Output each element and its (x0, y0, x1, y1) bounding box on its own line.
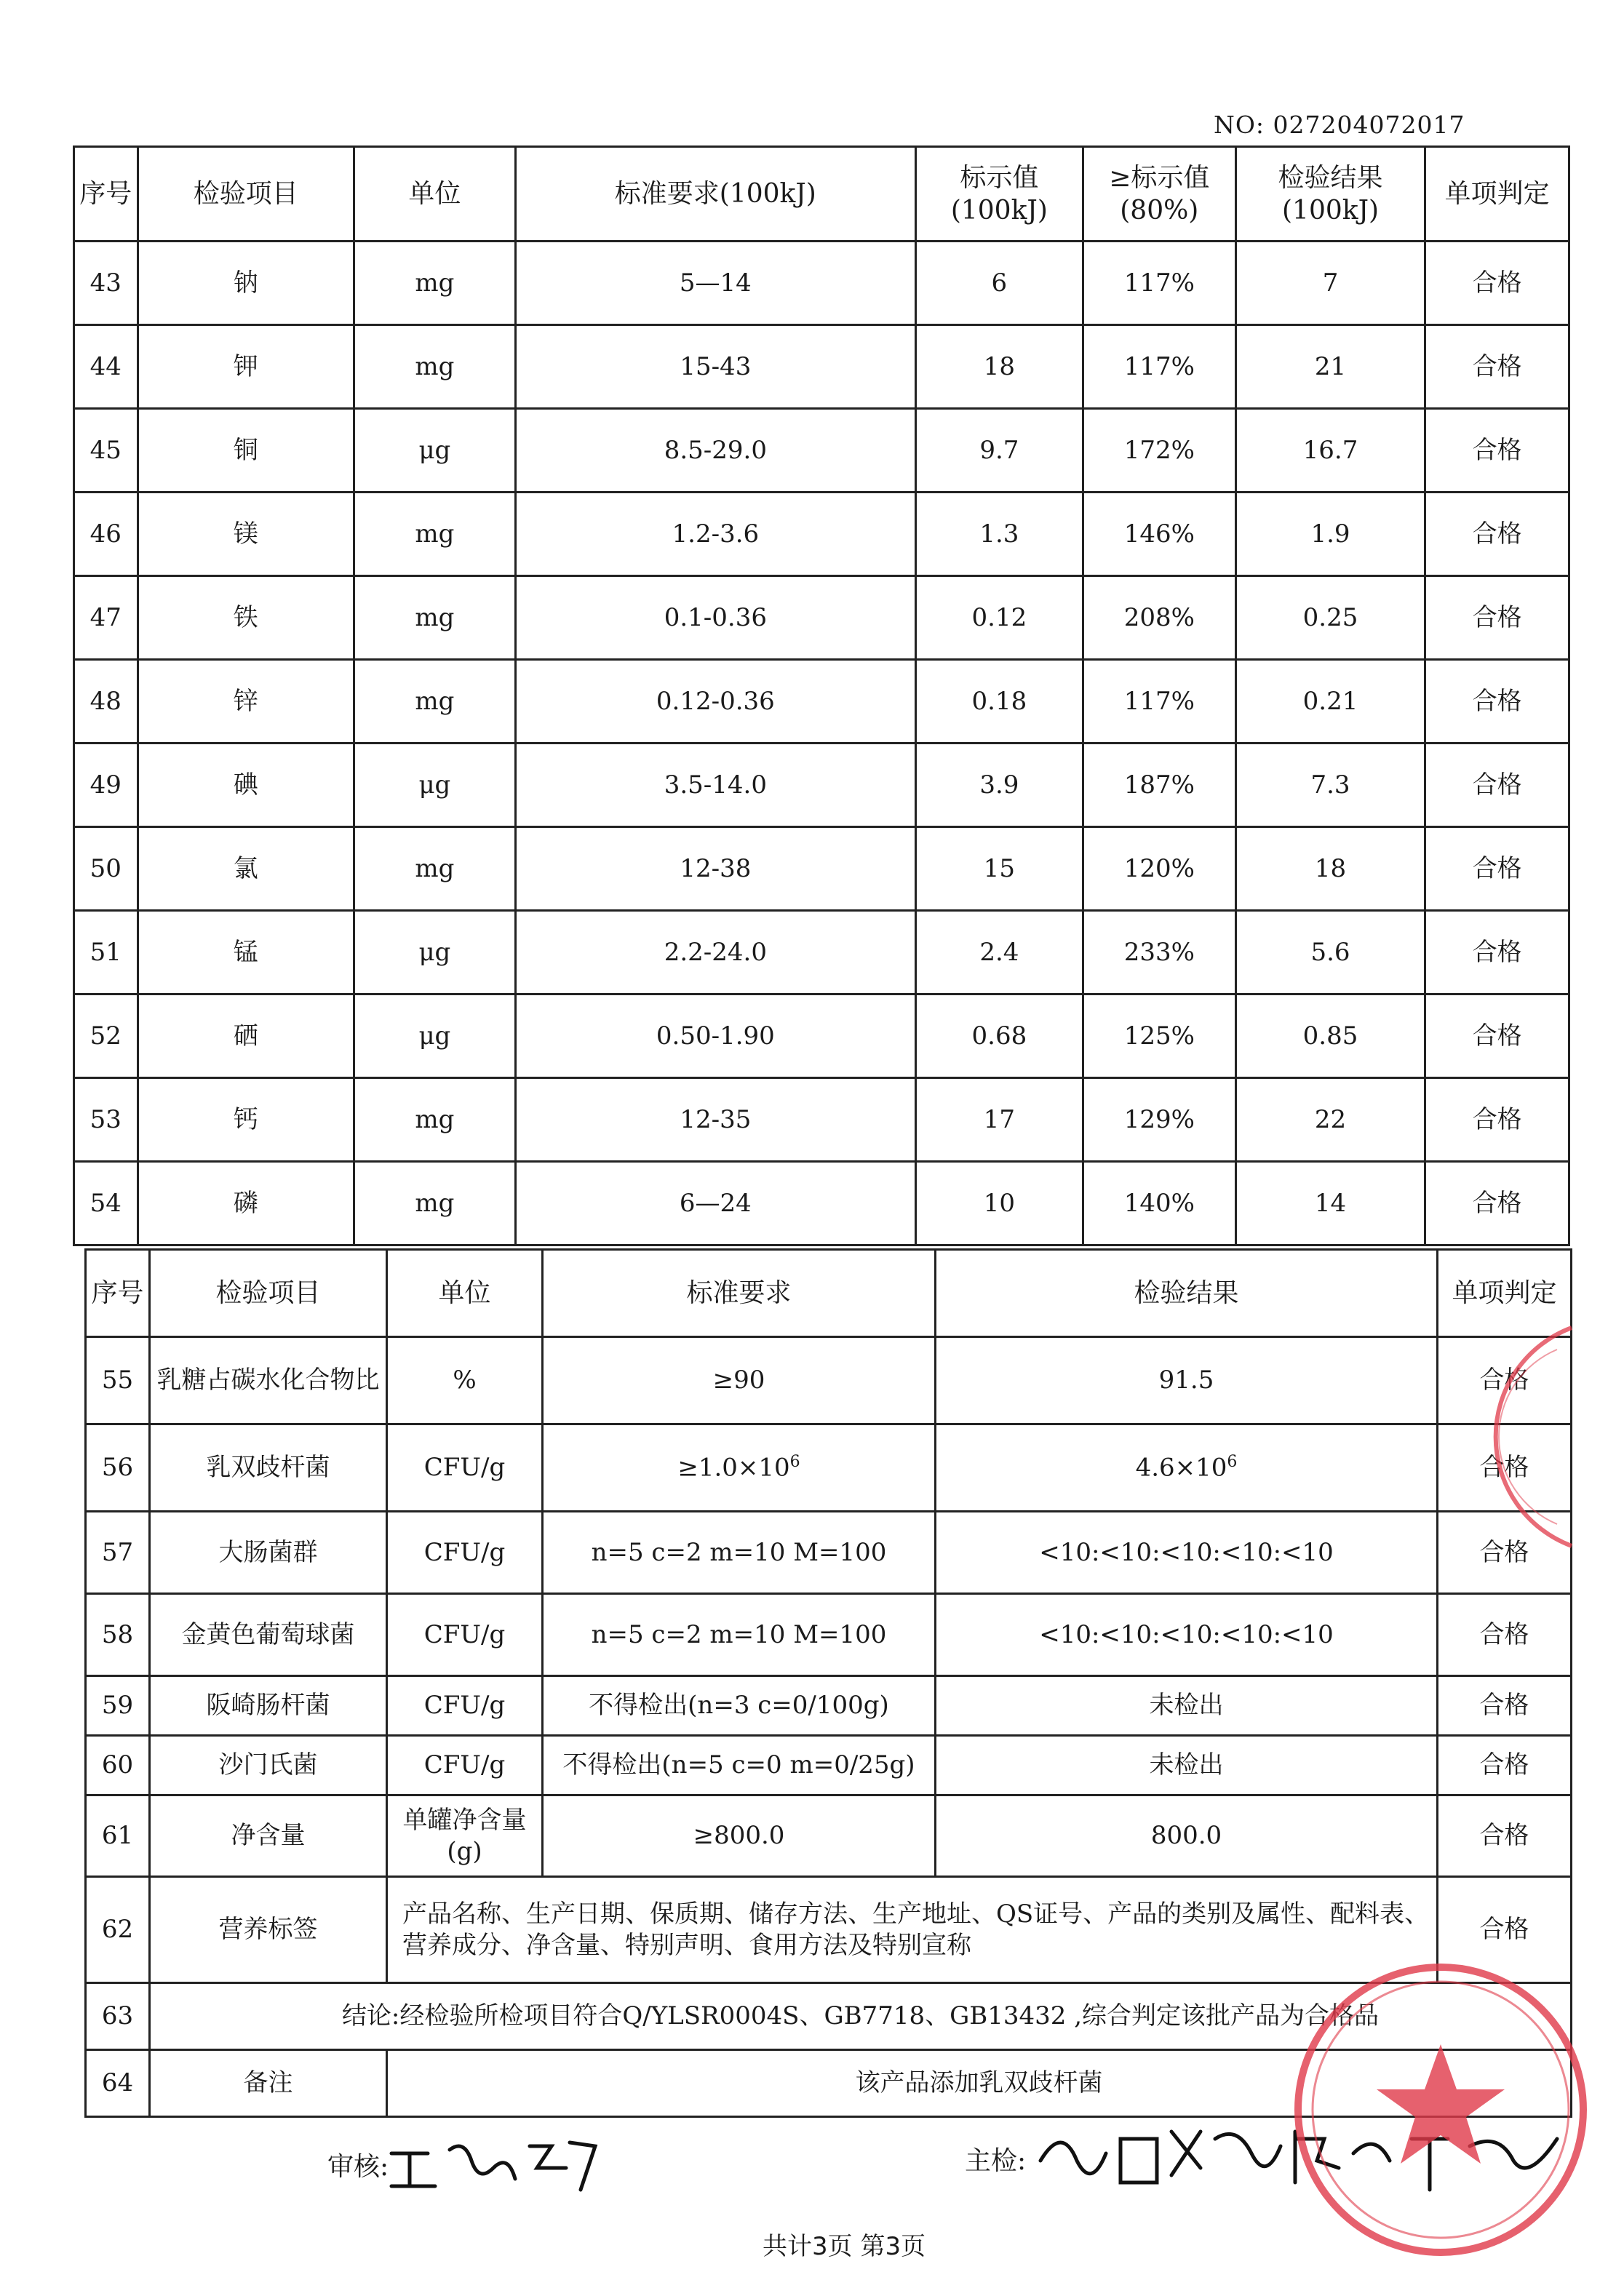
percent-cell: 172% (1083, 409, 1235, 493)
table-row (74, 325, 1569, 409)
unit-cell: mg (354, 325, 515, 409)
standard-cell: 15-43 (515, 325, 915, 409)
verdict-cell: 合格 (1438, 1337, 1572, 1424)
item-cell: 钙 (138, 1078, 354, 1162)
standard-cell: 不得检出(n=3 c=0/100g) (543, 1676, 936, 1736)
item-cell: 碘 (138, 744, 354, 827)
labeled-cell: 6 (915, 242, 1083, 325)
standard-cell: 不得检出(n=5 c=0 m=0/25g) (543, 1736, 936, 1795)
seq-cell: 58 (86, 1594, 150, 1676)
table-header-row (86, 1250, 1572, 1337)
unit-cell: μg (354, 911, 515, 994)
table-header-row (74, 147, 1569, 242)
unit-cell: mg (354, 1162, 515, 1245)
table-row (74, 242, 1569, 325)
header-labeled: 标示值 (100kJ) (915, 147, 1083, 242)
item-cell: 金黄色葡萄球菌 (150, 1594, 387, 1676)
partial-seal-icon (1448, 1320, 1593, 1553)
verdict-cell: 合格 (1425, 493, 1569, 576)
labeled-cell: 1.3 (915, 493, 1083, 576)
item-cell: 锰 (138, 911, 354, 994)
seq-cell: 44 (74, 325, 138, 409)
standard-base: ≥1.0×10 (677, 1453, 790, 1483)
verdict-cell: 合格 (1438, 1424, 1572, 1512)
item-cell: 镁 (138, 493, 354, 576)
table-row (86, 1736, 1572, 1795)
unit-cell: mg (354, 1078, 515, 1162)
result-cell: 未检出 (936, 1676, 1438, 1736)
item-cell: 铁 (138, 576, 354, 660)
verdict-cell: 合格 (1438, 1594, 1572, 1676)
result-cell: 91.5 (936, 1337, 1438, 1424)
verdict-cell: 合格 (1425, 325, 1569, 409)
header-verdict: 单项判定 (1438, 1250, 1572, 1337)
table-row (74, 660, 1569, 744)
header-unit: 单位 (354, 147, 515, 242)
standard-cell: 8.5-29.0 (515, 409, 915, 493)
standard-cell: 0.50-1.90 (515, 994, 915, 1078)
labeled-cell: 10 (915, 1162, 1083, 1245)
seq-cell: 48 (74, 660, 138, 744)
header-standard: 标准要求(100kJ) (515, 147, 915, 242)
table-row (86, 1676, 1572, 1736)
unit-cell: mg (354, 576, 515, 660)
table-row (74, 493, 1569, 576)
percent-cell: 208% (1083, 576, 1235, 660)
standard-cell: ≥90 (543, 1337, 936, 1424)
result-base: 4.6×10 (1135, 1453, 1227, 1483)
seq-cell: 52 (74, 994, 138, 1078)
item-cell: 净含量 (150, 1795, 387, 1877)
item-cell: 乳双歧杆菌 (150, 1424, 387, 1512)
standard-cell: 3.5-14.0 (515, 744, 915, 827)
seq-cell: 45 (74, 409, 138, 493)
remark-cell: 该产品添加乳双歧杆菌 (387, 2050, 1572, 2117)
item-cell: 大肠菌群 (150, 1512, 387, 1594)
table-row (74, 744, 1569, 827)
verdict-cell: 合格 (1425, 994, 1569, 1078)
percent-cell: 117% (1083, 660, 1235, 744)
table-row (74, 576, 1569, 660)
unit-cell: CFU/g (387, 1424, 543, 1512)
item-cell: 钾 (138, 325, 354, 409)
seq-cell: 43 (74, 242, 138, 325)
verdict-cell: 合格 (1425, 827, 1569, 911)
verdict-cell: 合格 (1438, 1795, 1572, 1877)
standard-cell: 0.12-0.36 (515, 660, 915, 744)
item-cell: 氯 (138, 827, 354, 911)
table-row (74, 994, 1569, 1078)
verdict-cell: 合格 (1425, 576, 1569, 660)
standard-cell: ≥800.0 (543, 1795, 936, 1877)
labeled-cell: 0.68 (915, 994, 1083, 1078)
item-cell: 乳糖占碳水化合物比 (150, 1337, 387, 1424)
verdict-cell: 合格 (1438, 1512, 1572, 1594)
label-content-cell: 产品名称、生产日期、保质期、储存方法、生产地址、QS证号、产品的类别及属性、配料表、营养成分、净含量、特别声明、食用方法及特别宣称 (387, 1877, 1438, 1983)
result-cell: 22 (1235, 1078, 1425, 1162)
nutrient-table (73, 146, 1570, 1246)
verdict-cell: 合格 (1425, 1078, 1569, 1162)
result-cell: 14 (1235, 1162, 1425, 1245)
percent-cell: 117% (1083, 325, 1235, 409)
verdict-cell: 合格 (1425, 911, 1569, 994)
unit-cell: CFU/g (387, 1512, 543, 1594)
standard-cell: 6—24 (515, 1162, 915, 1245)
result-cell (936, 1424, 1438, 1512)
table-row (74, 409, 1569, 493)
seq-cell: 62 (86, 1877, 150, 1983)
header-standard: 标准要求 (543, 1250, 936, 1337)
result-cell: 0.85 (1235, 994, 1425, 1078)
unit-cell: μg (354, 409, 515, 493)
item-cell: 磷 (138, 1162, 354, 1245)
company-seal-icon (1288, 1957, 1593, 2263)
table-row (86, 1795, 1572, 1877)
verdict-cell: 合格 (1425, 242, 1569, 325)
unit-cell: mg (354, 242, 515, 325)
labeled-cell: 17 (915, 1078, 1083, 1162)
reviewer-label: 审核: (327, 2152, 389, 2182)
seq-cell: 59 (86, 1676, 150, 1736)
standard-cell: n=5 c=2 m=10 M=100 (543, 1512, 936, 1594)
result-cell: 0.25 (1235, 576, 1425, 660)
percent-cell: 120% (1083, 827, 1235, 911)
result-cell: 18 (1235, 827, 1425, 911)
result-cell: <10:<10:<10:<10:<10 (936, 1512, 1438, 1594)
remark-label: 备注 (150, 2050, 387, 2117)
verdict-cell: 合格 (1425, 660, 1569, 744)
seq-cell: 49 (74, 744, 138, 827)
report-number: NO: 027204072017 (1214, 111, 1465, 139)
result-exponent: 6 (1227, 1453, 1238, 1472)
result-cell: 16.7 (1235, 409, 1425, 493)
unit-cell: mg (354, 827, 515, 911)
table-row (74, 1078, 1569, 1162)
labeled-cell: 9.7 (915, 409, 1083, 493)
unit-cell: 单罐净含量(g) (387, 1795, 543, 1877)
seq-cell: 50 (74, 827, 138, 911)
result-cell: 800.0 (936, 1795, 1438, 1877)
header-item: 检验项目 (138, 147, 354, 242)
item-cell: 铜 (138, 409, 354, 493)
verdict-cell: 合格 (1425, 409, 1569, 493)
labeled-cell: 0.12 (915, 576, 1083, 660)
result-cell: 5.6 (1235, 911, 1425, 994)
seq-cell: 54 (74, 1162, 138, 1245)
percent-cell: 129% (1083, 1078, 1235, 1162)
header-seq: 序号 (86, 1250, 150, 1337)
table-row (86, 1512, 1572, 1594)
item-cell: 钠 (138, 242, 354, 325)
labeled-cell: 2.4 (915, 911, 1083, 994)
header-verdict: 单项判定 (1425, 147, 1569, 242)
percent-cell: 125% (1083, 994, 1235, 1078)
table-row (74, 827, 1569, 911)
seq-cell: 57 (86, 1512, 150, 1594)
percent-cell: 146% (1083, 493, 1235, 576)
item-cell: 沙门氏菌 (150, 1736, 387, 1795)
verdict-cell: 合格 (1438, 1736, 1572, 1795)
unit-cell: mg (354, 493, 515, 576)
header-item: 检验项目 (150, 1250, 387, 1337)
unit-cell: CFU/g (387, 1736, 543, 1795)
header-min-labeled: ≥标示值 (80%) (1083, 147, 1235, 242)
standard-cell: 0.1-0.36 (515, 576, 915, 660)
table-row (86, 1424, 1572, 1512)
standard-cell: 12-38 (515, 827, 915, 911)
result-cell: 7 (1235, 242, 1425, 325)
labeled-cell: 15 (915, 827, 1083, 911)
header-unit: 单位 (387, 1250, 543, 1337)
standard-cell: 1.2-3.6 (515, 493, 915, 576)
unit-cell: CFU/g (387, 1594, 543, 1676)
table-row (74, 1162, 1569, 1245)
inspector-label: 主检: (965, 2146, 1027, 2176)
verdict-cell: 合格 (1438, 1676, 1572, 1736)
table-row (86, 1337, 1572, 1424)
seq-cell: 64 (86, 2050, 150, 2117)
unit-cell: μg (354, 744, 515, 827)
standard-cell: 12-35 (515, 1078, 915, 1162)
result-cell: 0.21 (1235, 660, 1425, 744)
result-cell: 1.9 (1235, 493, 1425, 576)
unit-cell: mg (354, 660, 515, 744)
item-cell: 阪崎肠杆菌 (150, 1676, 387, 1736)
unit-cell: % (387, 1337, 543, 1424)
seq-cell: 56 (86, 1424, 150, 1512)
standard-cell (543, 1424, 936, 1512)
seq-cell: 63 (86, 1983, 150, 2050)
verdict-cell: 合格 (1425, 744, 1569, 827)
standard-cell: 5—14 (515, 242, 915, 325)
unit-cell: μg (354, 994, 515, 1078)
standard-exponent: 6 (789, 1453, 800, 1472)
seq-cell: 53 (74, 1078, 138, 1162)
table-row (86, 1594, 1572, 1676)
result-cell: 21 (1235, 325, 1425, 409)
seq-cell: 55 (86, 1337, 150, 1424)
header-result: 检验结果 (936, 1250, 1438, 1337)
seq-cell: 46 (74, 493, 138, 576)
verdict-cell: 合格 (1425, 1162, 1569, 1245)
header-seq: 序号 (74, 147, 138, 242)
result-cell: <10:<10:<10:<10:<10 (936, 1594, 1438, 1676)
labeled-cell: 18 (915, 325, 1083, 409)
unit-cell: CFU/g (387, 1676, 543, 1736)
labeled-cell: 3.9 (915, 744, 1083, 827)
seq-cell: 51 (74, 911, 138, 994)
seq-cell: 61 (86, 1795, 150, 1877)
percent-cell: 233% (1083, 911, 1235, 994)
item-cell: 营养标签 (150, 1877, 387, 1983)
percent-cell: 117% (1083, 242, 1235, 325)
table-row (74, 911, 1569, 994)
conclusion-cell: 结论:经检验所检项目符合Q/YLSR0004S、GB7718、GB13432 ,综合判定该批产品为合格品 (150, 1983, 1572, 2050)
labeled-cell: 0.18 (915, 660, 1083, 744)
result-cell: 7.3 (1235, 744, 1425, 827)
result-cell: 未检出 (936, 1736, 1438, 1795)
seq-cell: 47 (74, 576, 138, 660)
item-cell: 硒 (138, 994, 354, 1078)
standard-cell: n=5 c=2 m=10 M=100 (543, 1594, 936, 1676)
seq-cell: 60 (86, 1736, 150, 1795)
percent-cell: 140% (1083, 1162, 1235, 1245)
standard-cell: 2.2-24.0 (515, 911, 915, 994)
percent-cell: 187% (1083, 744, 1235, 827)
header-result: 检验结果 (100kJ) (1235, 147, 1425, 242)
verdict-cell: 合格 (1438, 1877, 1572, 1983)
item-cell: 锌 (138, 660, 354, 744)
page-footer: 共计3页 第3页 (763, 2232, 926, 2261)
reviewer-signature (384, 2124, 602, 2204)
